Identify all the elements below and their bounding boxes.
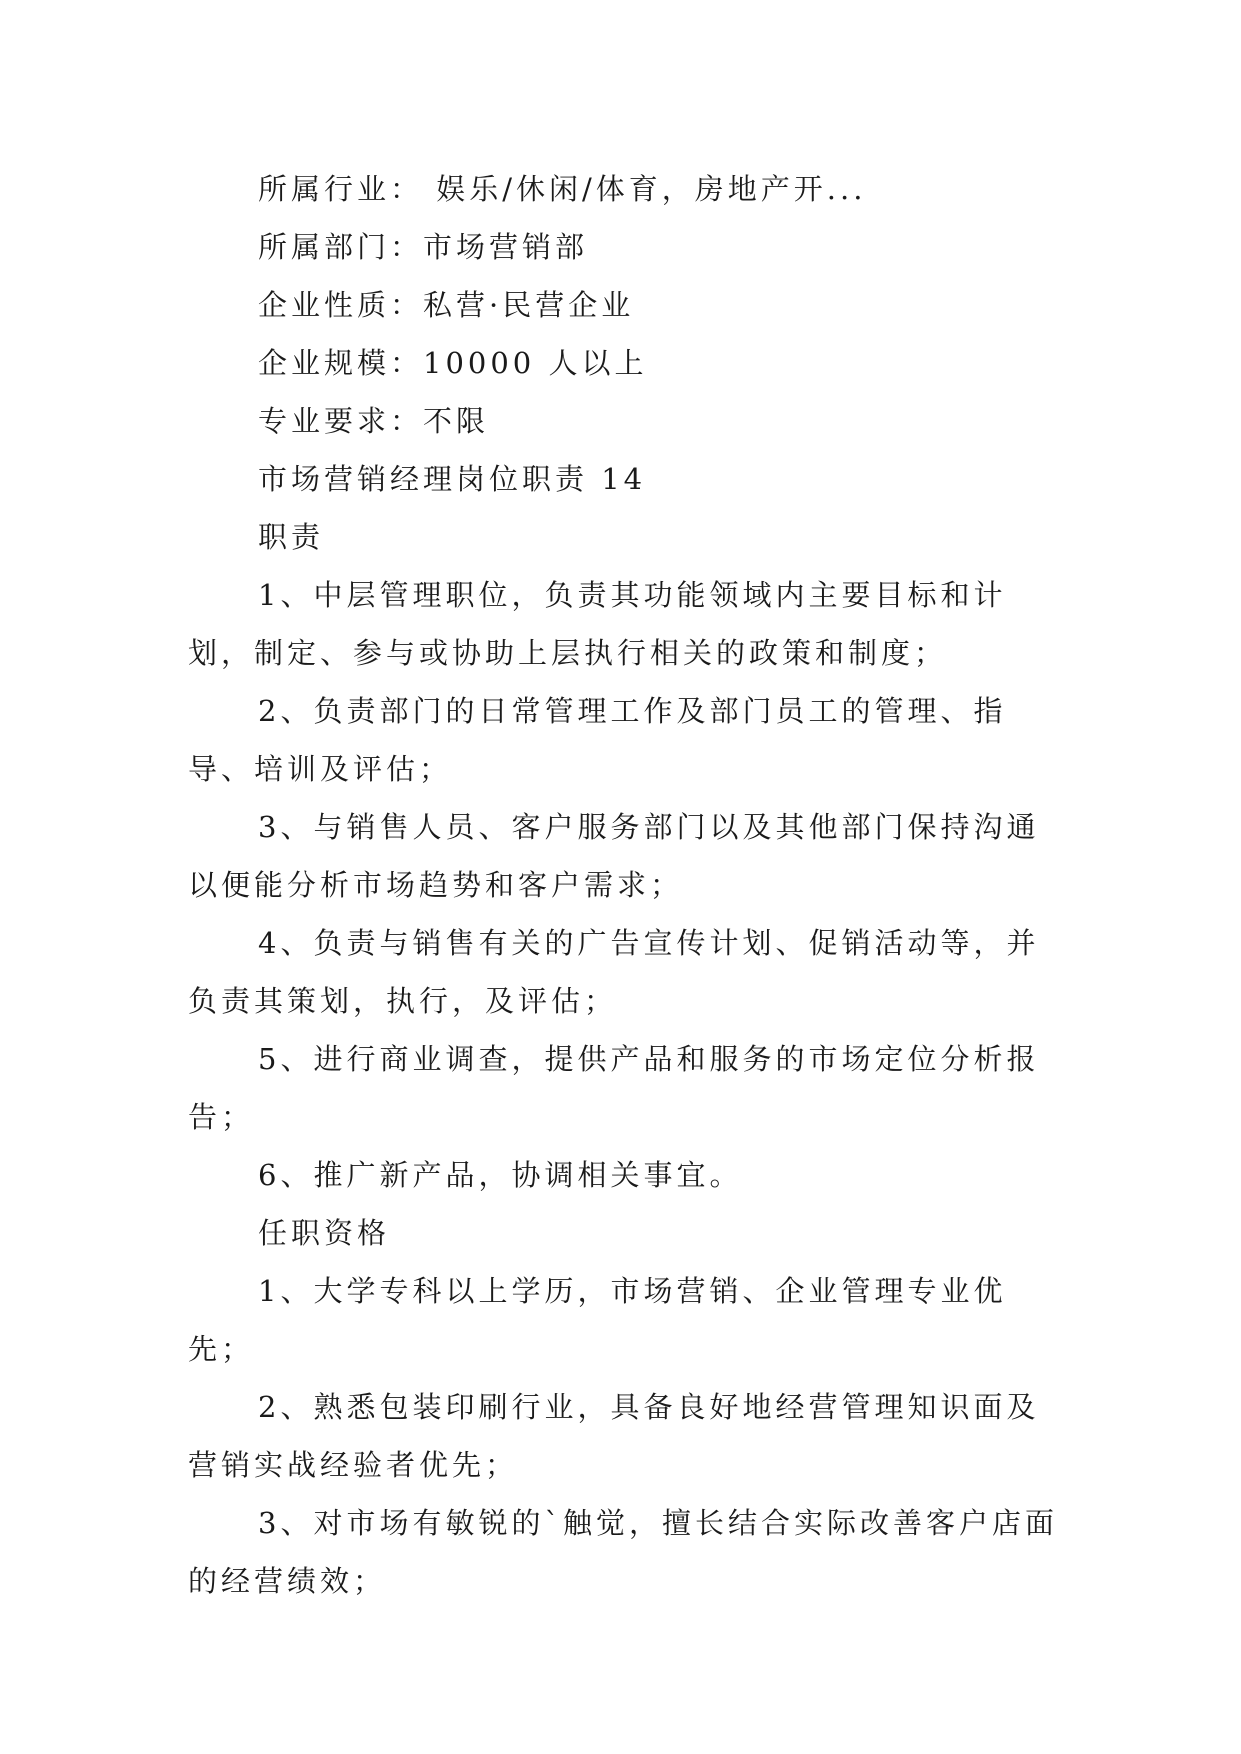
document-body [188,160,1068,1610]
duty-item: 3、与销售人员、客户服务部门以及其他部门保持沟通以便能分析市场趋势和客户需求； [188,810,1040,902]
department-line: 所属部门：市场营销部 [258,230,589,264]
duty-item: 4、负责与销售有关的广告宣传计划、促销活动等，并负责其策划，执行，及评估； [188,926,1040,1018]
duties-heading: 职责 [258,520,325,554]
qualification-item: 3、对市场有敏锐的`触觉，擅长结合实际改善客户店面的经营绩效； [188,1506,1058,1598]
duty-item: 5、进行商业调查，提供产品和服务的市场定位分析报告； [188,1042,1040,1134]
company-scale-line: 企业规模：10000 人以上 [258,346,648,380]
duty-item: 2、负责部门的日常管理工作及部门员工的管理、指导、培训及评估； [188,694,1007,786]
industry-line: 所属行业： 娱乐/休闲/体育，房地产开... [258,172,867,206]
major-requirement-line: 专业要求：不限 [258,404,490,438]
section-title: 市场营销经理岗位职责 14 [258,462,647,496]
duty-item: 1、中层管理职位，负责其功能领域内主要目标和计划，制定、参与或协助上层执行相关的政策和制度； [188,578,1007,670]
company-nature-line: 企业性质：私营·民营企业 [258,288,635,322]
qualification-item: 2、熟悉包装印刷行业，具备良好地经营管理知识面及营销实战经验者优先； [188,1390,1040,1482]
qualification-item: 1、大学专科以上学历，市场营销、企业管理专业优先； [188,1274,1007,1366]
duty-item: 6、推广新产品，协调相关事宜。 [258,1158,743,1192]
qualifications-heading: 任职资格 [258,1216,391,1250]
